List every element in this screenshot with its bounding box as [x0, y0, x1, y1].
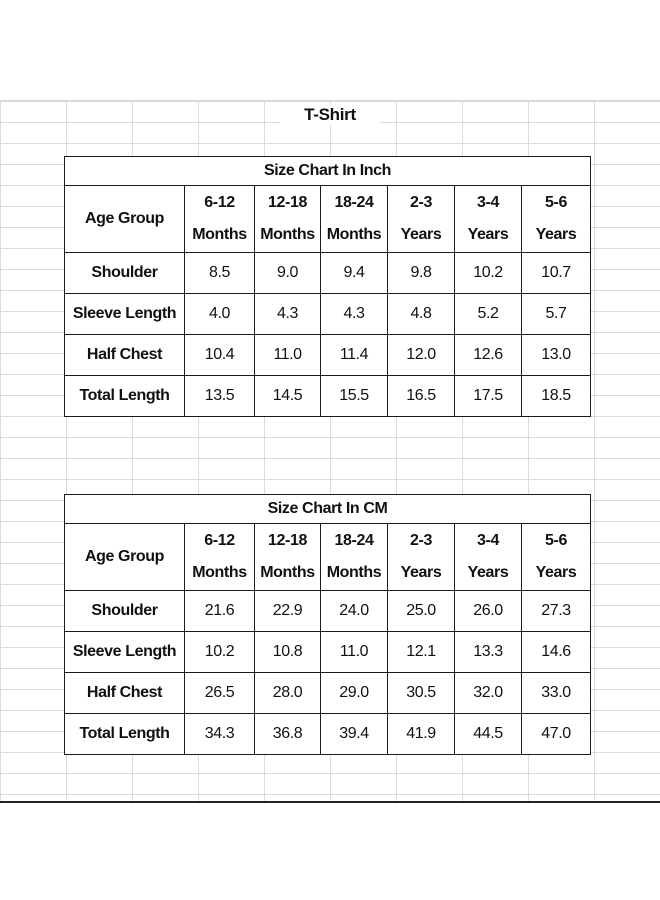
measurement-label: Shoulder — [65, 591, 185, 632]
measurement-value: 26.5 — [185, 673, 255, 714]
measurement-value: 13.0 — [522, 335, 591, 376]
measurement-value: 15.5 — [321, 376, 388, 417]
measurement-value: 25.0 — [388, 591, 455, 632]
measurement-value: 24.0 — [321, 591, 388, 632]
age-range: 5-6 — [545, 532, 567, 549]
age-column-header — [321, 186, 388, 253]
table-heading: Size Chart In CM — [65, 495, 591, 524]
measurement-value: 5.7 — [522, 294, 591, 335]
measurement-value: 47.0 — [522, 714, 591, 755]
age-unit: Years — [467, 226, 509, 243]
age-unit: Months — [192, 564, 247, 581]
measurement-value: 10.4 — [185, 335, 255, 376]
sheet-title: T-Shirt — [280, 105, 380, 125]
measurement-value: 36.8 — [255, 714, 321, 755]
measurement-value: 12.6 — [455, 335, 522, 376]
measurement-value: 17.5 — [455, 376, 522, 417]
age-range: 2-3 — [410, 532, 432, 549]
measurement-value: 28.0 — [255, 673, 321, 714]
inch-size-table — [64, 156, 591, 417]
age-column-header — [455, 186, 522, 253]
table-heading: Size Chart In Inch — [65, 157, 591, 186]
measurement-value: 4.0 — [185, 294, 255, 335]
measurement-label: Shoulder — [65, 253, 185, 294]
measurement-value: 21.6 — [185, 591, 255, 632]
measurement-value: 27.3 — [522, 591, 591, 632]
measurement-label: Total Length — [65, 376, 185, 417]
age-column-header — [185, 186, 255, 253]
measurement-value: 12.0 — [388, 335, 455, 376]
measurement-value: 10.2 — [185, 632, 255, 673]
table-row — [65, 632, 591, 673]
age-group-header: Age Group — [65, 524, 185, 591]
measurement-value: 26.0 — [455, 591, 522, 632]
age-unit: Months — [260, 226, 315, 243]
measurement-value: 12.1 — [388, 632, 455, 673]
measurement-value: 8.5 — [185, 253, 255, 294]
age-unit: Months — [326, 564, 382, 581]
age-column-header — [255, 186, 321, 253]
age-range: 12-18 — [268, 532, 307, 549]
measurement-value: 9.0 — [255, 253, 321, 294]
measurement-value: 5.2 — [455, 294, 522, 335]
age-column-header — [321, 524, 388, 591]
age-range: 5-6 — [545, 194, 567, 211]
measurement-value: 16.5 — [388, 376, 455, 417]
measurement-value: 13.3 — [455, 632, 522, 673]
age-column-header — [522, 186, 591, 253]
age-unit: Years — [467, 564, 509, 581]
measurement-value: 4.3 — [321, 294, 388, 335]
measurement-value: 11.0 — [255, 335, 321, 376]
measurement-label: Half Chest — [65, 335, 185, 376]
measurement-value: 10.2 — [455, 253, 522, 294]
measurement-value: 18.5 — [522, 376, 591, 417]
age-range: 18-24 — [334, 532, 374, 549]
measurement-value: 4.3 — [255, 294, 321, 335]
age-column-header — [255, 524, 321, 591]
age-range: 2-3 — [410, 194, 432, 211]
age-unit: Months — [260, 564, 315, 581]
table-row — [65, 714, 591, 755]
measurement-value: 11.0 — [321, 632, 388, 673]
age-range: 6-12 — [204, 532, 235, 549]
measurement-value: 22.9 — [255, 591, 321, 632]
table-row — [65, 591, 591, 632]
age-column-header — [388, 186, 455, 253]
age-column-header — [455, 524, 522, 591]
age-unit: Months — [326, 226, 382, 243]
measurement-value: 14.5 — [255, 376, 321, 417]
table-row — [65, 253, 591, 294]
measurement-value: 9.4 — [321, 253, 388, 294]
age-column-header — [185, 524, 255, 591]
age-column-header — [388, 524, 455, 591]
age-range: 12-18 — [268, 194, 307, 211]
measurement-label: Sleeve Length — [65, 632, 185, 673]
measurement-value: 30.5 — [388, 673, 455, 714]
measurement-value: 11.4 — [321, 335, 388, 376]
measurement-value: 39.4 — [321, 714, 388, 755]
age-unit: Months — [192, 226, 247, 243]
age-range: 3-4 — [477, 532, 499, 549]
age-unit: Years — [535, 564, 577, 581]
measurement-label: Half Chest — [65, 673, 185, 714]
measurement-value: 33.0 — [522, 673, 591, 714]
age-unit: Years — [535, 226, 577, 243]
measurement-value: 32.0 — [455, 673, 522, 714]
age-unit: Years — [400, 564, 442, 581]
measurement-value: 34.3 — [185, 714, 255, 755]
measurement-value: 10.8 — [255, 632, 321, 673]
age-range: 18-24 — [334, 194, 374, 211]
measurement-value: 41.9 — [388, 714, 455, 755]
age-range: 3-4 — [477, 194, 499, 211]
table-row — [65, 673, 591, 714]
table-row — [65, 335, 591, 376]
measurement-value: 10.7 — [522, 253, 591, 294]
measurement-value: 44.5 — [455, 714, 522, 755]
table-row — [65, 294, 591, 335]
age-group-header: Age Group — [65, 186, 185, 253]
table-row — [65, 376, 591, 417]
measurement-label: Total Length — [65, 714, 185, 755]
age-range: 6-12 — [204, 194, 235, 211]
measurement-value: 14.6 — [522, 632, 591, 673]
cm-size-table — [64, 494, 591, 755]
measurement-value: 9.8 — [388, 253, 455, 294]
measurement-value: 29.0 — [321, 673, 388, 714]
measurement-value: 13.5 — [185, 376, 255, 417]
measurement-value: 4.8 — [388, 294, 455, 335]
age-unit: Years — [400, 226, 442, 243]
age-column-header — [522, 524, 591, 591]
measurement-label: Sleeve Length — [65, 294, 185, 335]
